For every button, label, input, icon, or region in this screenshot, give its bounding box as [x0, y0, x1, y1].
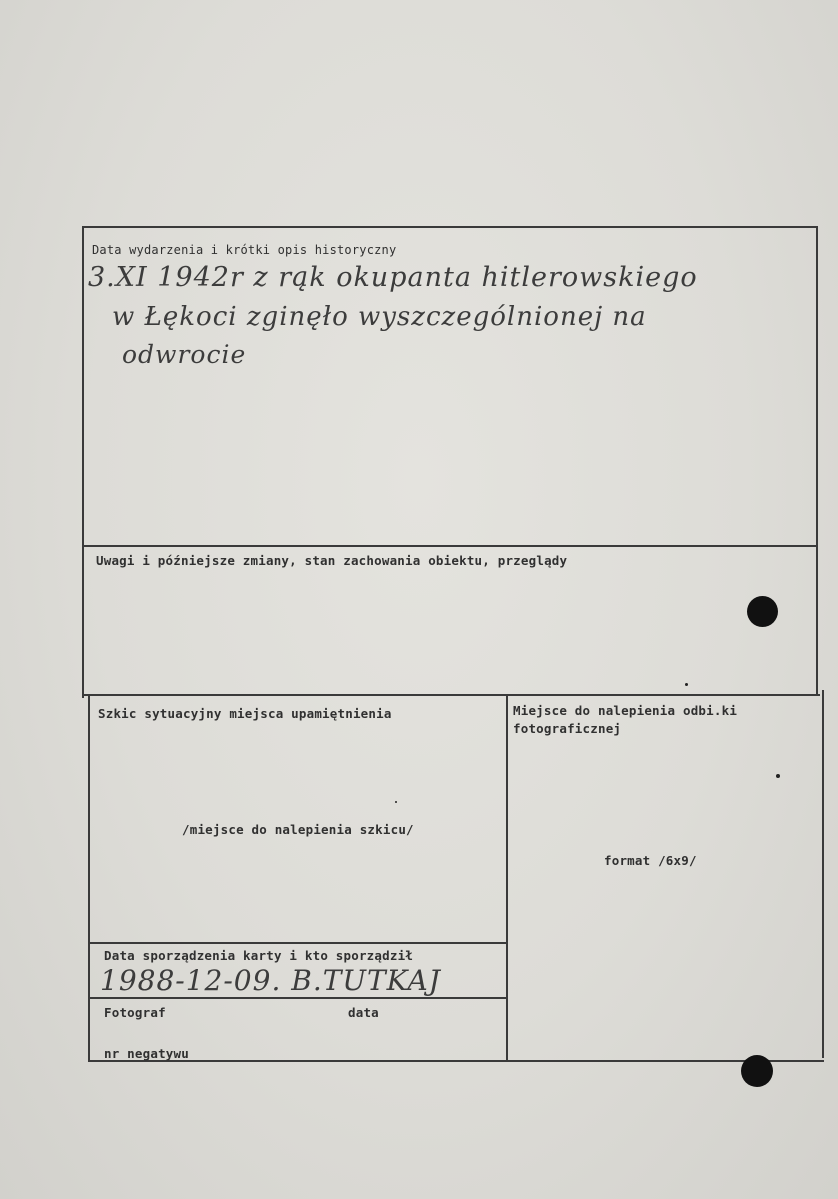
frame-right-line-upper: [816, 226, 818, 694]
prepared-bottom-line: [88, 997, 508, 999]
punch-hole-lower: [741, 1055, 773, 1087]
frame-bottom-line: [88, 1060, 824, 1062]
notes-label: Uwagi i późniejsze zmiany, stan zachowania obiektu, przeglądy: [96, 553, 568, 568]
sketch-label: Szkic sytuacyjny miejsca upamiętnienia: [98, 706, 392, 721]
prepared-label: Data sporządzenia karty i kto sporządził: [104, 948, 414, 963]
photo-label-line-1: Miejsce do nalepienia odbi.ki: [513, 703, 738, 718]
speck-mark: [685, 683, 688, 686]
history-handwritten-line-1: 3.XI 1942r z rąk okupanta hitlerowskiego: [88, 262, 698, 293]
speck-mark: [395, 801, 397, 803]
speck-mark: [776, 774, 780, 778]
frame-left-line-upper: [82, 226, 84, 698]
date-label: data: [348, 1005, 379, 1020]
photo-label-line-2: fotograficznej: [513, 721, 622, 736]
frame-top-line: [82, 226, 818, 228]
photographer-label: Fotograf: [104, 1005, 166, 1020]
history-handwritten-line-2: w Łękoci zginęło wyszczególnionej na: [112, 302, 647, 332]
frame-right-line-lower: [822, 690, 824, 1058]
history-bottom-line: [82, 545, 818, 547]
negative-label: nr negatywu: [104, 1046, 189, 1061]
notes-bottom-line: [82, 694, 820, 696]
middle-divider-line: [506, 696, 508, 1062]
frame-left-line-lower: [88, 696, 90, 1062]
prepared-handwritten: 1988-12-09. B.TUTKAJ: [100, 964, 441, 997]
sketch-placeholder: /miejsce do nalepienia szkicu/: [182, 822, 414, 837]
photo-format: format /6x9/: [604, 853, 697, 868]
punch-hole-upper: [747, 596, 778, 627]
history-label: Data wydarzenia i krótki opis historyczny: [92, 243, 397, 257]
history-handwritten-line-3: odwrocie: [122, 340, 247, 369]
sketch-bottom-line: [88, 942, 508, 944]
